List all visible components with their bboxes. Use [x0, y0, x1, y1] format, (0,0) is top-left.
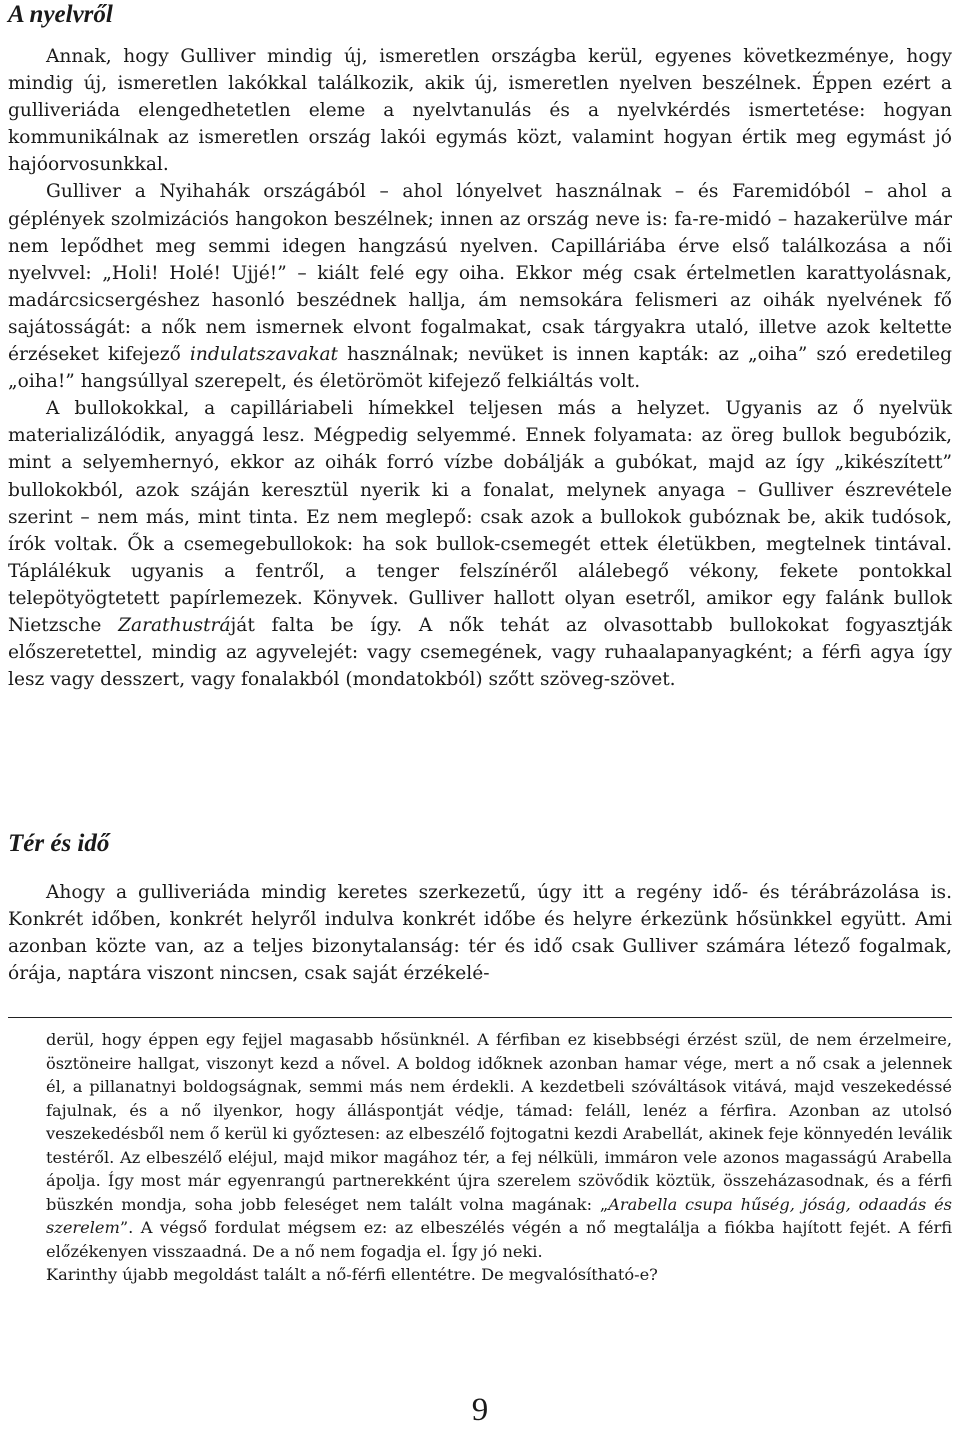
- text-run: Ahogy a gulliveriáda mindig keretes szerkezetű, úgy itt a regény idő- és térábrázolása is. Konkrét időben, konkrét helyről indulva konkrét időbe és helyre érkezünk hősünkkel együtt. Ami azonban közte van, az a teljes bizonytalanság: tér és idő csak Gulliver számára létező fogalmak, órája, naptára viszont nincsen, csak saját érzékelé-: [8, 882, 952, 985]
- italic-text: indulatszavakat: [189, 344, 339, 366]
- text-run: Annak, hogy Gulliver mindig új, ismeretlen országba kerül, egyenes következménye, hogy mindig új, ismeretlen lakókkal találkozik, akik új, ismeretlen nyelven beszélnek. Éppen ezért a gulliveriáda elengedhetetlen eleme a nyelvtanulás és a nyelvkérdés ismertetése: hogyan kommunikálnak az ismeretlen ország lakói egymás közt, valamint hogyan értik meg egymást jó hajóorvosunkkal.: [8, 46, 952, 176]
- text-run: Gulliver a Nyihahák országából – ahol lónyelvet használnak – és Faremidóból – ahol a géplények szolmizációs hangokon beszélnek; innen az ország neve is: fa-re-midó – hazakerülve már nem lepődhet meg semmi idegen hangzású nyelven. Capilláriába érve első találkozása a női nyelvvel: „Holi! Holé! Ujjé!” – kiált felé egy oiha. Ekkor még csak értelmetlen karattyolásnak, madárcsicsergéshez hasonló beszédnek hallja, ám nemsokára felismeri az oihák nyelvének fő sajátosságát: a nők nem ismernek elvont fogalmakat, csak tárgyakra utaló, illetve azok keltette érzéseket kifejező: [8, 181, 952, 366]
- italic-text: Arabella csupa hűség, jóság, odaadás és szerelem: [46, 1194, 952, 1237]
- text-run: ”. A végső fordulat mégsem ez: az elbeszélés végén a nő megtalálja a fiókba hajított fejét. A férfi előzékenyen visszaadná. De a nő nem fogadja el. Így jó neki.: [46, 1218, 952, 1261]
- text-run: Karinthy újabb megoldást talált a nő-férfi ellentétre. De megvalósítható-e?: [46, 1265, 658, 1284]
- footnote-block: [46, 1028, 952, 1287]
- text-run: használnak; nevüket is innen kapták: az „oiha” szó eredetileg „oiha!” hangsúllyal szerepelt, és életörömöt kifejező felkiáltás volt.: [8, 344, 952, 393]
- footnote-paragraph: [46, 1263, 952, 1287]
- footnote-paragraph: [46, 1028, 952, 1263]
- body-paragraph: [8, 879, 952, 987]
- section-body-space-time: [8, 879, 952, 987]
- body-paragraph: [8, 395, 952, 693]
- section-title-language: A nyelvről: [8, 1, 113, 28]
- text-run: A bullokokkal, a capilláriabeli hímekkel teljesen más a helyzet. Ugyanis az ő nyelvük materializálódik, anyaggá lesz. Mégpedig selyemmé. Ennek folyamata: az öreg bullok begubózik, mint a selyemhernyó, ekkor az oihák forró vízbe dobálják a gubókat, majd az így „kikészített” bullokokból, azok száján keresztül nyerik ki a fonalat, melynek anyaga – Gulliver észrevétele szerint – nem más, mint tinta. Ez nem meglepő: csak azok a bullokok gubóznak be, akik tudósok, írók voltak. Ők a csemegebullokok: ha sok bullok-csemegét ettek életükben, megtelnek tintával. Táplálékuk ugyanis a fentről, a tenger felszínéről alálebegő vékony, fekete pontokkal telepötyögtetett papírlemezek. Könyvek. Gulliver hallott olyan esetről, amikor egy falánk bullok Nietzsche: [8, 398, 952, 636]
- section-title-space-time: Tér és idő: [8, 830, 110, 857]
- body-paragraph: [8, 178, 952, 395]
- italic-text: Zarathustrá: [118, 614, 231, 636]
- text-run: derül, hogy éppen egy fejjel magasabb hősünknél. A férfiban ez kisebbségi érzést szül, de nem érzelmeire, ösztöneire hallgat, viszonyt kezd a nővel. A boldog időknek azonban hamar vége, mert a nő csak a jelennek él, a pillanatnyi boldogságnak, semmi más nem érdekli. A kezdetbeli szóváltások vitává, majd veszekedéssé fajulnak, és a nő ilyenkor, hogy álláspontját védje, támad: feláll, lenéz a férfira. Azonban az utolsó veszekedésből nem ő kerül ki győztesen: az elbeszélő fojtogatni kezdi Arabellát, akinek feje könnyedén leválik testéről. Az elbeszélő eléjul, majd mikor magához tér, a fej nélküli, immáron vele azonos magasságú Arabella ápolja. Így most már egyenrangú partnerekként újra szerelem szövődik köztük, összeházasodnak, és a férfi büszkén mondja, soha jobb feleséget nem talált volna magának: „: [46, 1030, 952, 1214]
- page-number: 9: [471, 1392, 489, 1428]
- footnote-separator: [8, 1017, 952, 1018]
- text-run: ját falta be így. A nők tehát az olvasottabb bullokokat fogyasztják előszeretettel, mindig az agyvelejét: vagy csemegének, vagy ruhaalapanyagként; a férfi agya így lesz vagy desszert, vagy fonalakból (mondatokból) szőtt szöveg-szövet.: [8, 614, 952, 691]
- section-body-language: [8, 43, 952, 693]
- body-paragraph: [8, 43, 952, 178]
